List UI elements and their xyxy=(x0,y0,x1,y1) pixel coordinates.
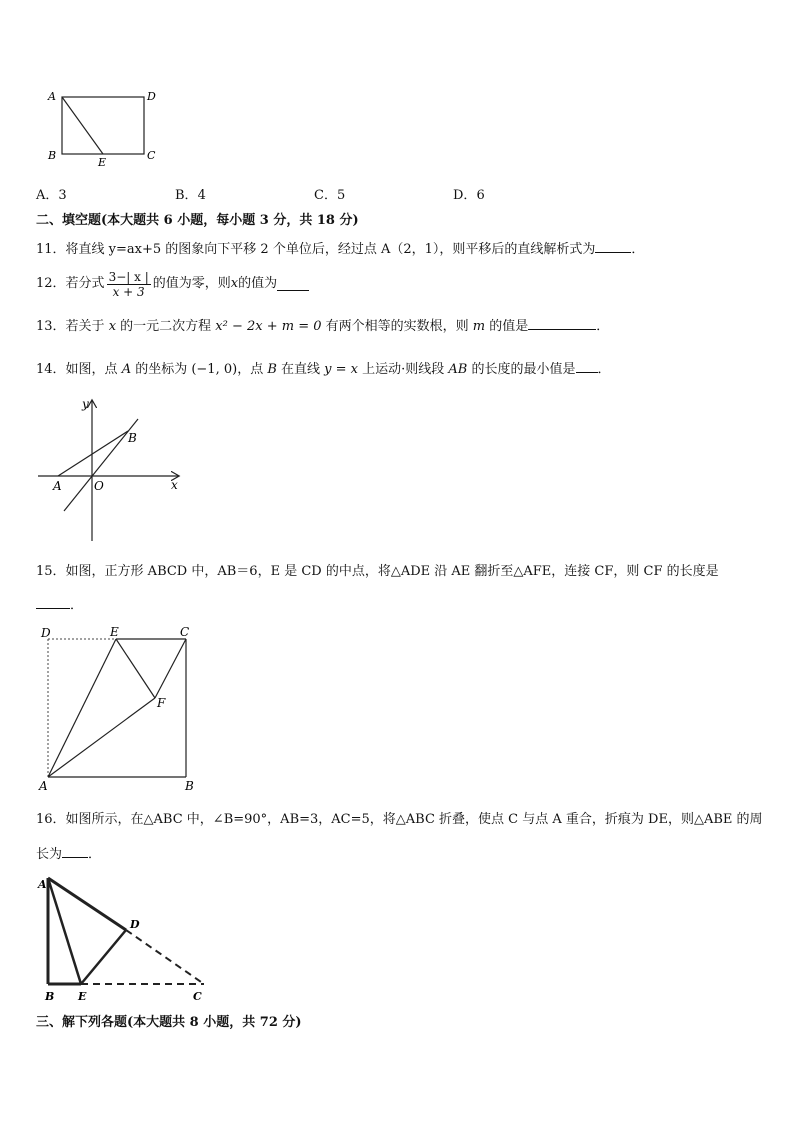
label-d: D xyxy=(130,918,140,931)
segment-ed xyxy=(81,930,126,984)
q10-option-b: B．4 xyxy=(175,188,206,203)
label-b: B xyxy=(185,779,194,793)
label-e: E xyxy=(98,156,107,169)
question-11: 11．将直线 y=ax+5 的图象向下平移 2 个单位后，经过点 A（2，1），则平移后的直线解析式为 ． xyxy=(36,239,644,259)
label-e: E xyxy=(78,990,87,1003)
question-16: 16．如图所示，在△ABC 中，∠B=90°，AB=3，AC=5，将△ABC 折叠，使点 C 与点 A 重合，折痕为 DE，则△ABE 的周 xyxy=(36,812,763,827)
question-12: 12． 若分式 $\frac{3-| x |}{x + 3}$ 的值为零，则 x 的值为 xyxy=(36,267,309,301)
label-f: F xyxy=(157,696,166,710)
segment-ae xyxy=(48,639,116,777)
section-3-heading: 三、解下列各题(本大题共 8 小题，共 72 分) xyxy=(36,1015,302,1030)
label-d: D xyxy=(41,626,51,640)
section-2-heading: 二、填空题(本大题共 6 小题，每小题 3 分，共 18 分) xyxy=(36,213,359,228)
rectangle-abcd xyxy=(62,97,144,154)
label-x: x xyxy=(171,478,178,492)
label-y: y xyxy=(82,397,89,411)
q15-figure xyxy=(36,622,206,794)
segment-ab xyxy=(58,431,128,476)
label-c: C xyxy=(193,990,202,1003)
label-a: A xyxy=(53,479,62,493)
question-15-line-2: ． xyxy=(36,595,83,615)
q10-option-d: D．6 xyxy=(453,188,485,203)
dashed-dc xyxy=(126,930,204,984)
label-a: A xyxy=(38,878,47,891)
label-a: A xyxy=(48,90,56,103)
segment-ad xyxy=(48,878,126,930)
segment-ef xyxy=(116,639,155,698)
fraction: $\frac{3-| x |}{x + 3}$ xyxy=(108,269,149,299)
answer-blank xyxy=(36,595,70,609)
answer-blank xyxy=(576,359,598,373)
q16-figure xyxy=(36,872,216,1006)
q10-figure xyxy=(40,85,170,170)
label-e: E xyxy=(110,625,119,639)
answer-blank xyxy=(528,316,596,330)
question-14: 14．如图，点 A 的坐标为 (−1, 0)，点 B 在直线 y = x 上运动·则线段 AB 的长度的最小值是 ． xyxy=(36,359,611,379)
label-b: B xyxy=(45,990,55,1003)
label-b: B xyxy=(48,149,57,162)
q14-figure xyxy=(30,393,190,543)
answer-blank xyxy=(277,277,309,291)
segment-cf xyxy=(155,639,186,698)
q10-option-a: A．3 xyxy=(36,188,67,203)
question-13: 13．若关于 x 的一元二次方程 x² − 2x + m = 0 有两个相等的实数根，则 m 的值是 ． xyxy=(36,316,609,336)
label-c: C xyxy=(147,149,156,162)
q10-option-c: C．5 xyxy=(314,188,346,203)
segment-af xyxy=(48,698,155,777)
segment-ae xyxy=(62,97,103,154)
question-15: 15．如图，正方形 ABCD 中，AB＝6，E 是 CD 的中点，将△ADE 沿 AE 翻折至△AFE，连接 CF，则 CF 的长度是 xyxy=(36,564,719,579)
label-d: D xyxy=(147,90,156,103)
answer-blank xyxy=(595,239,631,253)
question-16-line-2: 长为 ． xyxy=(36,844,101,864)
label-b: B xyxy=(128,431,137,445)
label-o: O xyxy=(94,479,104,493)
segment-ae xyxy=(48,878,81,984)
label-a: A xyxy=(39,779,48,793)
label-c: C xyxy=(180,625,190,639)
answer-blank xyxy=(62,844,88,858)
